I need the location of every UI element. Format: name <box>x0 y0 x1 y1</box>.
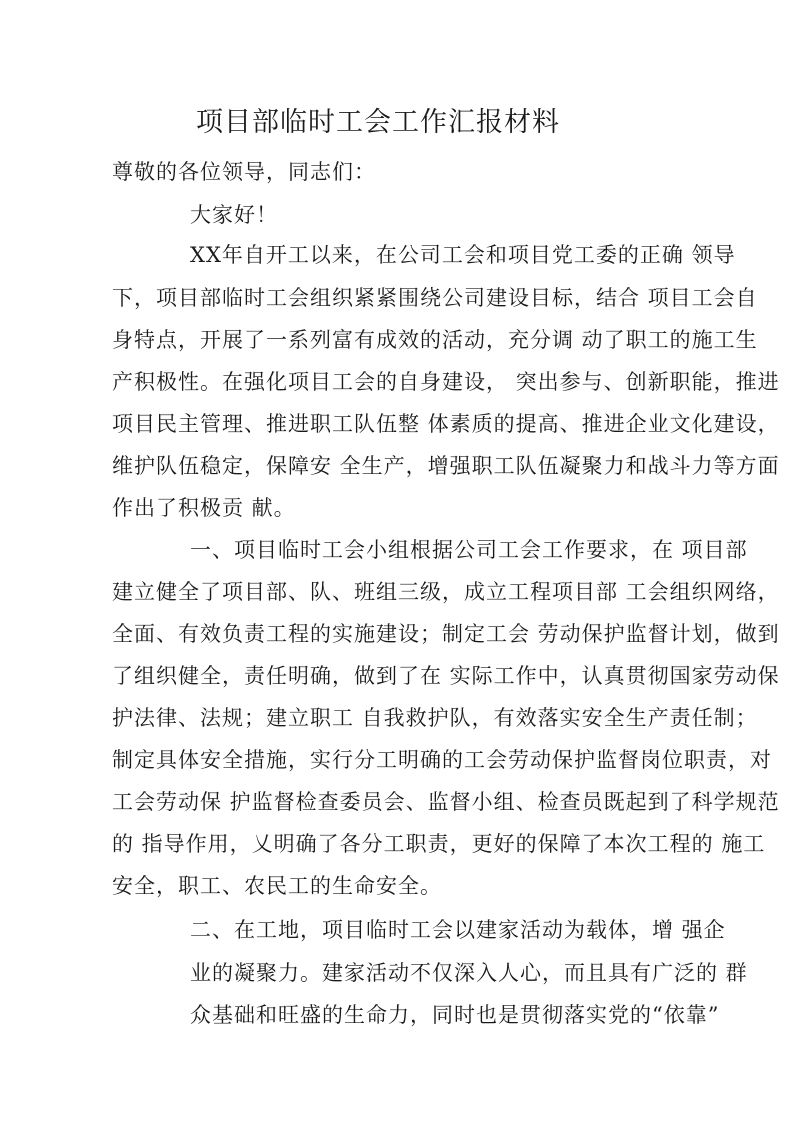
paragraph2-line: 全面、有效负责工程的实施建设；制定工会 劳动保护监督计划，做到 <box>112 622 780 646</box>
paragraph1-line: 产积极性。在强化项目工会的自身建设， 突出参与、创新职能，推进 <box>112 370 780 394</box>
salutation: 尊敬的各位领导，同志们： <box>112 160 376 184</box>
paragraph3-line: 二、在工地，项目临时工会以建家活动为载体，增 强企 <box>190 918 726 942</box>
paragraph1-line: 项目民主管理、推进职工队伍整 体素质的提高、推进企业文化建设， <box>112 412 780 436</box>
paragraph1-line: 下，项目部临时工会组织紧紧围绕公司建设目标，结合 项目工会自 <box>112 286 758 310</box>
paragraph1-line: 身特点，开展了一系列富有成效的活动，充分调 动了职工的施工生 <box>112 328 758 352</box>
paragraph2-line: 护法律、法规；建立职工 自我救护队，有效落实安全生产责任制； <box>112 706 758 730</box>
paragraph1-line: XX年自开工以来，在公司工会和项目党工委的正确 领导 <box>190 243 736 267</box>
paragraph2-line: 工会劳动保 护监督检查委员会、监督小组、检查员既起到了科学规范 <box>112 790 780 814</box>
paragraph3-line: 业的凝聚力。建家活动不仅深入人心，而且具有广泛的 群 <box>190 961 748 985</box>
paragraph1-line: 维护队伍稳定，保障安 全生产，增强职工队伍凝聚力和战斗力等方面 <box>112 454 780 478</box>
paragraph2-line: 了组织健全，责任明确，做到了在 实际工作中，认真贯彻国家劳动保 <box>112 664 780 688</box>
paragraph3-line: 众基础和旺盛的生命力，同时也是贯彻落实党的“依靠” <box>190 1003 720 1027</box>
paragraph2-line: 一、项目临时工会小组根据公司工会工作要求，在 项目部 <box>190 538 748 562</box>
greeting: 大家好！ <box>190 203 278 227</box>
document-title: 项目部临时工会工作汇报材料 <box>196 107 560 138</box>
paragraph2-line: 制定具体安全措施，实行分工明确的工会劳动保护监督岗位职责，对 <box>112 748 772 772</box>
paragraph2-line: 的 指导作用，乂明确了各分工职责，更好的保障了本次工程的 施工 <box>112 832 766 856</box>
paragraph1-line: 作出了积极贡 献。 <box>112 496 296 520</box>
paragraph2-line: 安全，职工、农民工的生命安全。 <box>112 874 442 898</box>
paragraph2-line: 建立健全了项目部、队、班组三级，成立工程项目部 工会组织网络， <box>112 580 780 604</box>
